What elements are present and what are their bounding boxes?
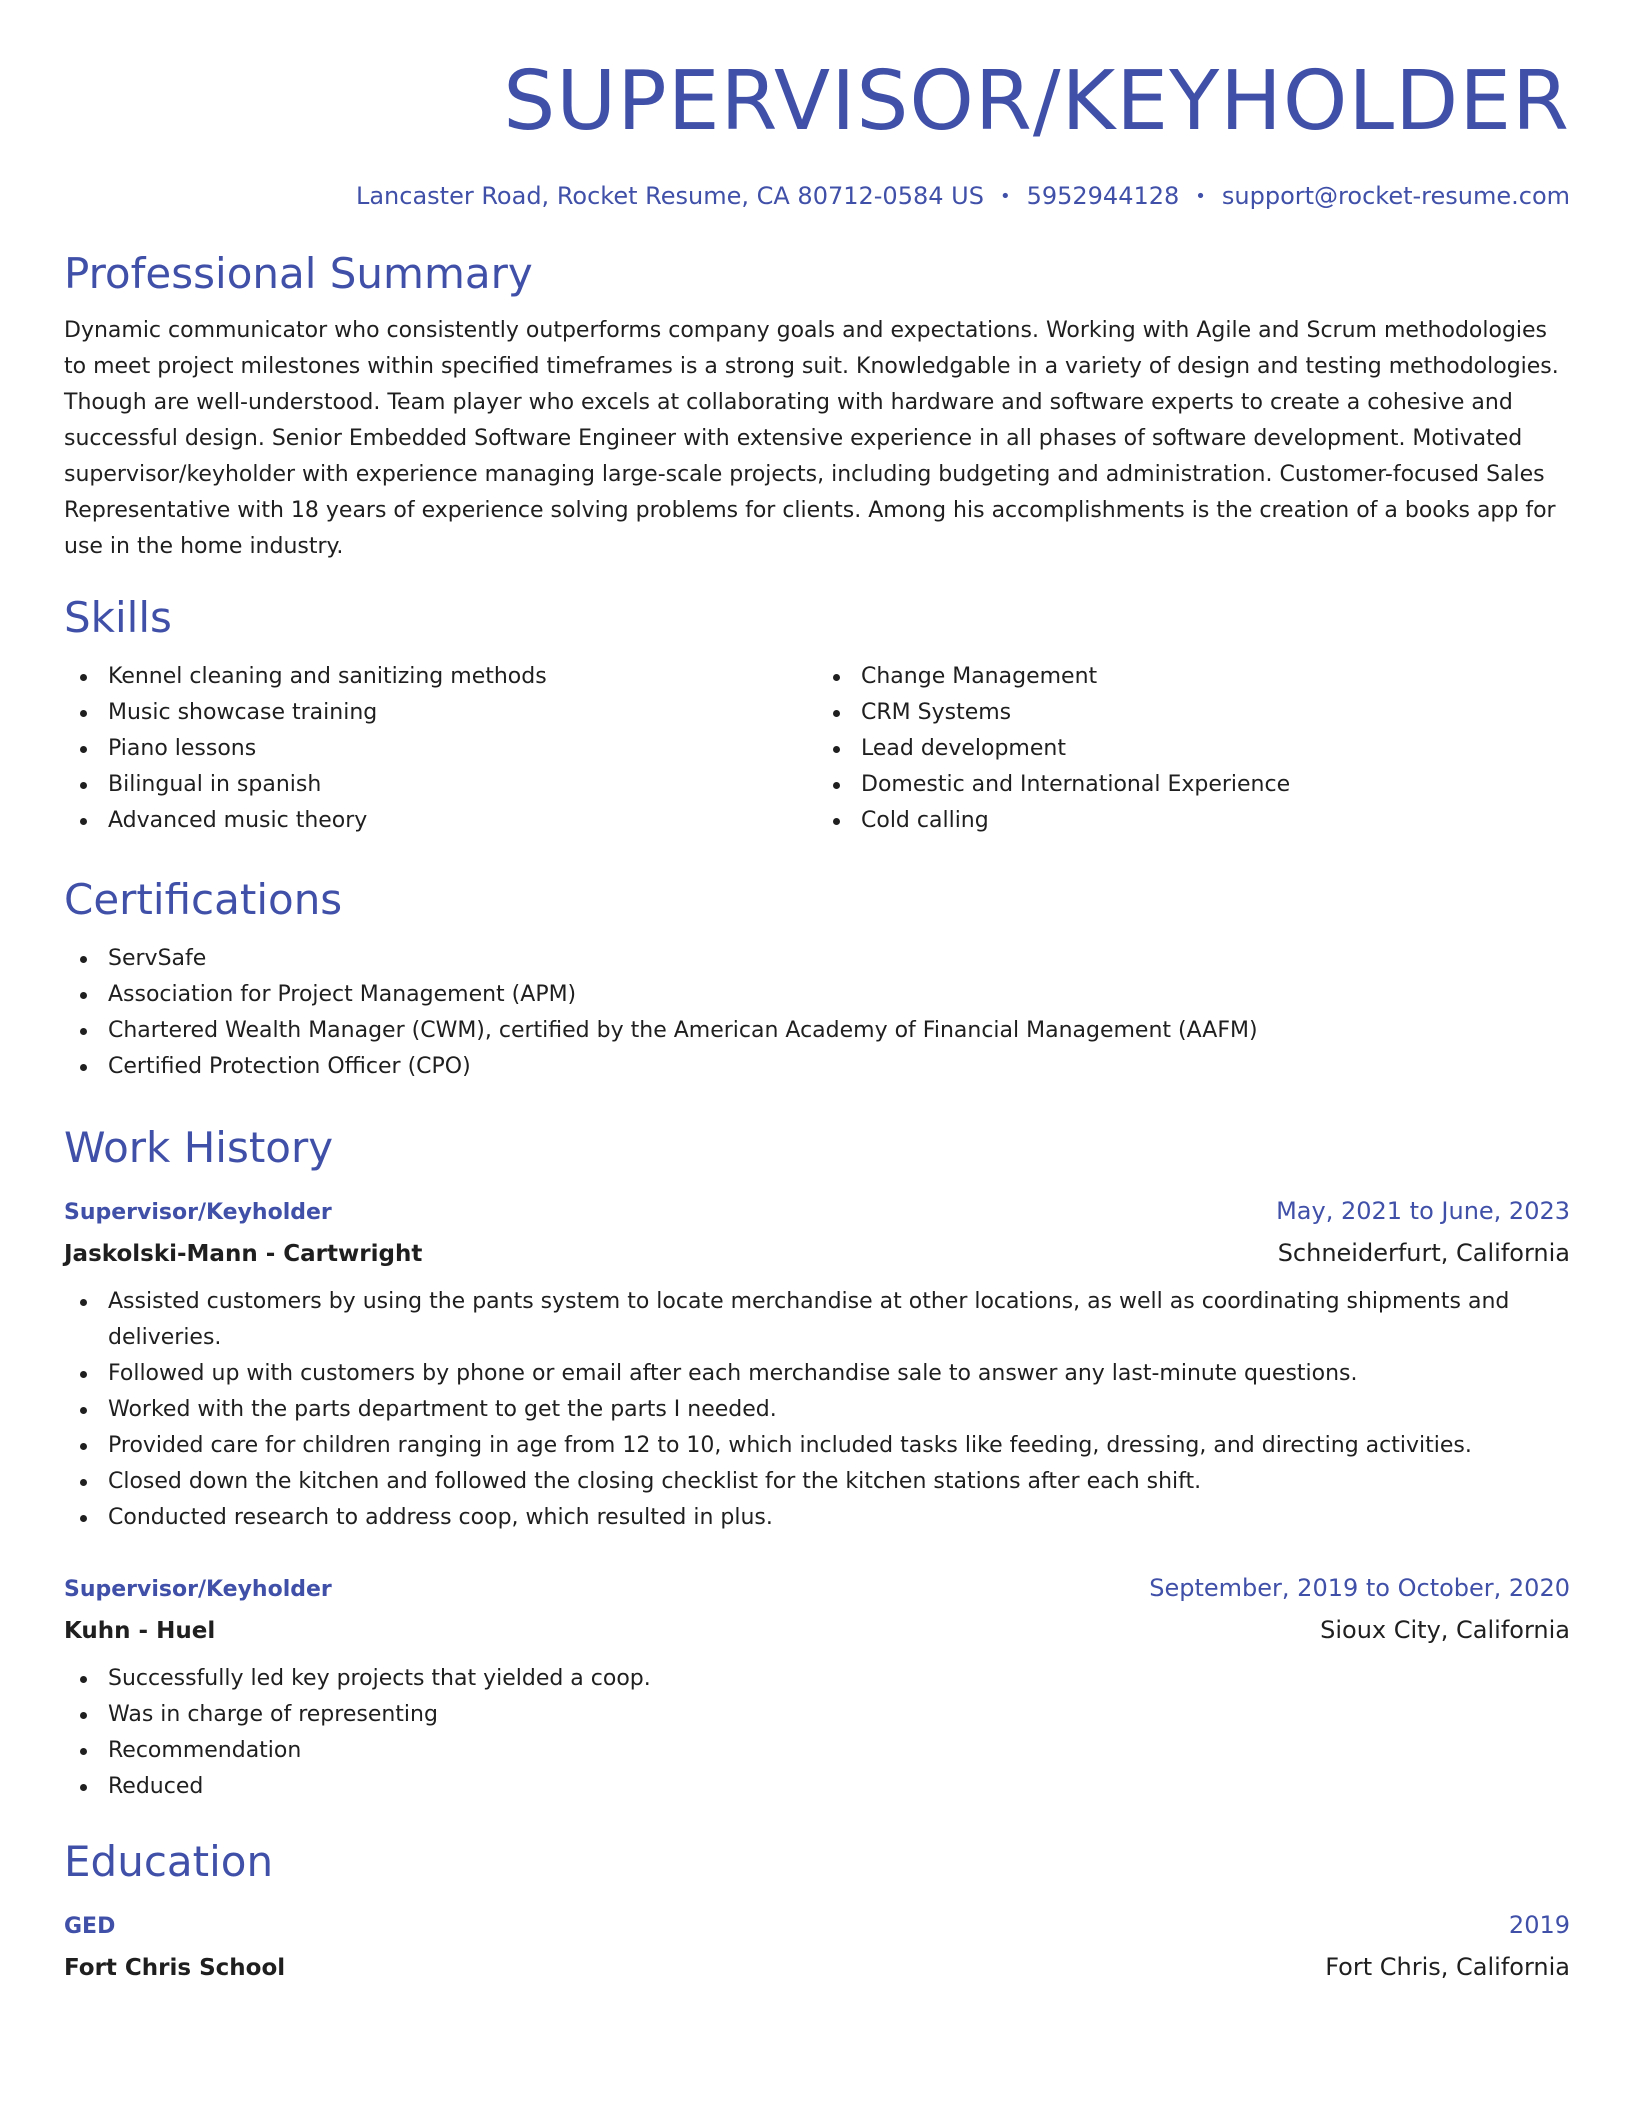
certifications-list	[64, 941, 1570, 1085]
job-bullet: Assisted customers by using the pants system to locate merchandise at other locations, as well as coordinating shipments and deliveries.	[64, 1284, 1570, 1356]
contact-separator: •	[1195, 186, 1206, 207]
job-location: Sioux City, California	[1320, 1616, 1570, 1644]
job-bullet: Successfully led key projects that yielded a coop.	[64, 1661, 1570, 1697]
job-entry	[64, 1570, 1570, 1805]
skills-section	[64, 591, 1570, 839]
job-company: Kuhn - Huel	[64, 1618, 216, 1644]
education-section	[64, 1835, 1570, 1986]
certification-item: Association for Project Management (APM)	[64, 977, 1570, 1013]
resume-header	[64, 52, 1570, 213]
contact-email: support@rocket-resume.com	[1221, 182, 1570, 210]
education-school: Fort Chris School	[64, 1955, 286, 1981]
job-company: Jaskolski-Mann - Cartwright	[64, 1241, 423, 1267]
job-bullets	[64, 1661, 1570, 1805]
job-header-row	[64, 1570, 1570, 1608]
contact-separator: •	[999, 186, 1011, 207]
professional-summary-section	[64, 247, 1570, 565]
job-role: Supervisor/Keyholder	[64, 1577, 332, 1602]
skills-list-right	[817, 659, 1570, 839]
job-bullet: Conducted research to address coop, which resulted in plus.	[64, 1500, 1570, 1536]
job-bullet: Worked with the parts department to get the parts I needed.	[64, 1392, 1570, 1428]
contact-phone: 5952944128	[1026, 182, 1180, 210]
skill-item: CRM Systems	[817, 695, 1570, 731]
certification-item: Certified Protection Officer (CPO)	[64, 1049, 1570, 1085]
skill-item: Music showcase training	[64, 695, 817, 731]
education-header-row	[64, 1907, 1570, 1945]
job-bullet: Was in charge of representing	[64, 1697, 1570, 1733]
job-dates: May, 2021 to June, 2023	[1276, 1197, 1570, 1225]
skill-item: Bilingual in spanish	[64, 767, 817, 803]
section-title-summary: Professional Summary	[64, 249, 533, 298]
job-bullet: Followed up with customers by phone or email after each merchandise sale to answer any last-minute questions.	[64, 1356, 1570, 1392]
section-title-certifications: Certifications	[64, 875, 343, 924]
job-dates: September, 2019 to October, 2020	[1149, 1574, 1570, 1602]
contact-address: Lancaster Road, Rocket Resume, CA 80712-0584 US	[355, 182, 984, 210]
section-title-education: Education	[64, 1837, 274, 1886]
education-location: Fort Chris, California	[1325, 1953, 1570, 1981]
summary-text: Dynamic communicator who consistently outperforms company goals and expectations. Working with Agile and Scrum methodologies to meet project milestones within specified timeframes is a strong suit. Knowledgable in a variety of design and testing methodologies. Though are well-understood. Team player who excels at collaborating with hardware and software experts to create a cohesive and successful design. Senior Embedded Software Engineer with extensive experience in all phases of software development. Motivated supervisor/keyholder with experience managing large-scale projects, including budgeting and administration. Customer-focused Sales Representative with 18 years of experience solving problems for clients. Among his accomplishments is the creation of a books app for use in the home industry.	[64, 318, 1559, 559]
skills-columns	[64, 645, 1570, 839]
skills-list-left	[64, 659, 817, 839]
certification-item: Chartered Wealth Manager (CWM), certified by the American Academy of Financial Management (AAFM)	[64, 1013, 1570, 1049]
job-bullet: Recommendation	[64, 1733, 1570, 1769]
certification-item: ServSafe	[64, 941, 1570, 977]
skill-item: Change Management	[817, 659, 1570, 695]
job-company-row	[64, 1235, 1570, 1272]
section-title-skills: Skills	[64, 593, 172, 642]
education-school-row	[64, 1949, 1570, 1986]
job-location: Schneiderfurt, California	[1277, 1239, 1570, 1267]
education-entry	[64, 1907, 1570, 1986]
job-company-row	[64, 1612, 1570, 1649]
job-bullet: Provided care for children ranging in age from 12 to 10, which included tasks like feeding, dressing, and directing activities.	[64, 1428, 1570, 1464]
skill-item: Cold calling	[817, 803, 1570, 839]
certifications-section	[64, 873, 1570, 1085]
education-degree: GED	[64, 1914, 116, 1939]
job-role: Supervisor/Keyholder	[64, 1200, 332, 1225]
skill-item: Lead development	[817, 731, 1570, 767]
skill-item: Piano lessons	[64, 731, 817, 767]
job-bullet: Reduced	[64, 1769, 1570, 1805]
candidate-name: SUPERVISOR/KEYHOLDER	[503, 54, 1570, 149]
skill-item: Kennel cleaning and sanitizing methods	[64, 659, 817, 695]
skill-item: Advanced music theory	[64, 803, 817, 839]
job-entry	[64, 1193, 1570, 1536]
job-bullets	[64, 1284, 1570, 1536]
job-bullet: Closed down the kitchen and followed the closing checklist for the kitchen stations after each shift.	[64, 1464, 1570, 1500]
section-title-work-history: Work History	[64, 1123, 334, 1172]
skill-item: Domestic and International Experience	[817, 767, 1570, 803]
education-year: 2019	[1508, 1911, 1570, 1939]
contact-line	[64, 180, 1570, 213]
job-header-row	[64, 1193, 1570, 1231]
work-history-section	[64, 1121, 1570, 1805]
